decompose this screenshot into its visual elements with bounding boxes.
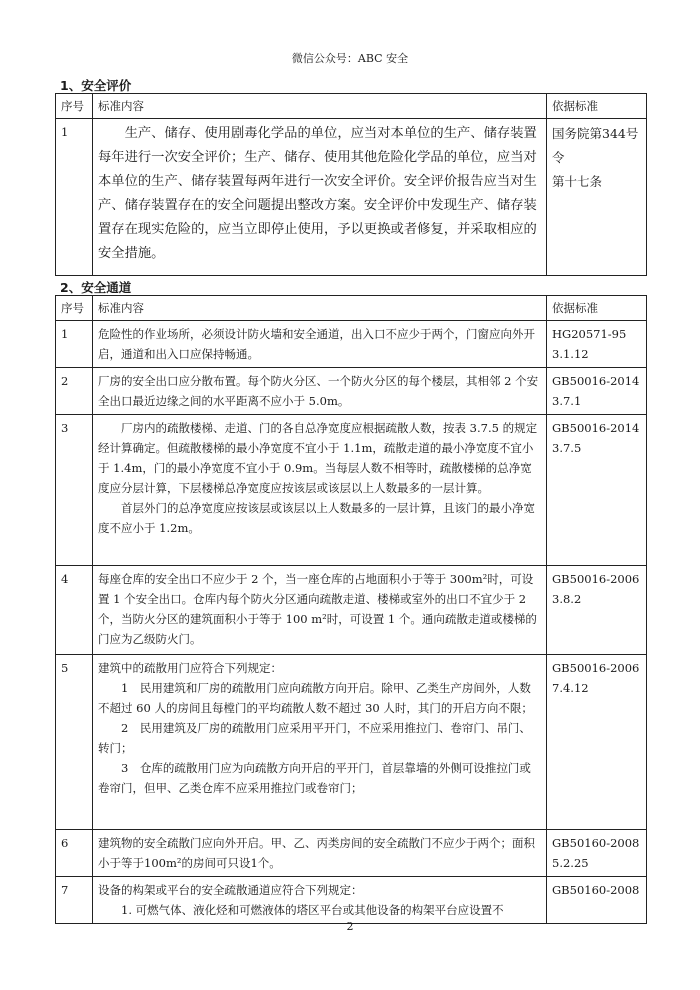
row-content: 危险性的作业场所，必须设计防火墙和安全通道，出入口不应少于两个，门窗应向外开启，通道和出入口应保持畅通。: [93, 321, 547, 368]
table-header-row: [56, 94, 647, 119]
row-content: 建筑物的安全疏散门应向外开启。甲、乙、丙类房间的安全疏散门不应少于两个；面积小于等于100m²的房间可只设1个。: [93, 830, 547, 877]
basis-code: GB50160-2008: [552, 883, 640, 897]
row-basis: [547, 655, 647, 830]
row-content: [93, 415, 547, 566]
row-content: 每座仓库的安全出口不应少于 2 个，当一座仓库的占地面积小于等于 300m²时，可设置 1 个安全出口。仓库内每个防火分区通向疏散走道、楼梯或室外的出口不宜少于 2 个，当防火分区的建筑面积小于等于 100 m²时，可设置 1 个。通向疏散走道或楼梯的门应为乙级防火门。: [93, 566, 547, 655]
basis-code: GB50016-2006: [552, 572, 640, 586]
basis-code: GB50016-2006: [552, 661, 640, 675]
row-number: 6: [56, 830, 93, 877]
row-content: 生产、储存、使用剧毒化学品的单位，应当对本单位的生产、储存装置每年进行一次安全评价；生产、储存、使用其他危险化学品的单位，应当对本单位的生产、储存装置每两年进行一次安全评价。安全评价报告应当对生产、储存装置存在的安全问题提出整改方案。安全评价中发现生产、储存装置存在现实危险的，应当立即停止使用，予以更换或者修复，并采取相应的安全措施。: [93, 119, 547, 276]
content-paragraph: 1 民用建筑和厂房的疏散用门应向疏散方向开启。除甲、乙类生产房间外，人数不超过 60 人的房间且每樘门的平均疏散人数不超过 30 人时，其门的开启方向不限；: [98, 681, 533, 715]
content-paragraph: 1. 可燃气体、液化烃和可燃液体的塔区平台或其他设备的构架平台应设置不: [121, 903, 504, 917]
content-paragraph: 设备的构架或平台的安全疏散通道应符合下列规定：: [98, 883, 363, 897]
table-row: [56, 830, 647, 877]
row-basis: [547, 830, 647, 877]
table-row: [56, 655, 647, 830]
row-basis: [547, 368, 647, 415]
content-paragraph: 2 民用建筑及厂房的疏散用门应采用平开门，不应采用推拉门、卷帘门、吊门、转门；: [98, 721, 531, 755]
row-number: 1: [56, 321, 93, 368]
content-paragraph: 建筑中的疏散用门应符合下列规定：: [98, 661, 282, 675]
basis-code: GB50016-2014: [552, 421, 640, 435]
table-row: [56, 415, 647, 566]
basis-clause: 5.2.25: [552, 856, 589, 870]
table-row: [56, 321, 647, 368]
safety-evaluation-table: [55, 93, 647, 276]
basis-clause: 3.1.12: [552, 347, 589, 361]
basis-clause: 3.7.5: [552, 441, 582, 455]
column-header-no: 序号: [56, 296, 93, 321]
row-basis: [547, 415, 647, 566]
column-header-content: 标准内容: [93, 296, 547, 321]
row-number: 4: [56, 566, 93, 655]
basis-code: GB50160-2008: [552, 836, 640, 850]
row-number: 3: [56, 415, 93, 566]
row-content: [93, 655, 547, 830]
row-basis: [547, 119, 647, 276]
content-paragraph: 厂房内的疏散楼梯、走道、门的各自总净宽度应根据疏散人数，按表 3.7.5 的规定经计算确定。但疏散楼梯的最小净宽度不宜小于 1.1m，疏散走道的最小净宽度不宜小于 1.4m，门的最小净宽度不宜小于 0.9m。当每层人数不相等时，疏散楼梯的总净宽度应分层计算，下层楼梯总净宽度应按该层或该层以上人数最多的一层计算。: [98, 421, 538, 495]
row-basis: [547, 321, 647, 368]
row-basis: [547, 566, 647, 655]
table-row: [56, 566, 647, 655]
safety-passage-table: [55, 295, 647, 924]
row-content: 厂房的安全出口应分散布置。每个防火分区、一个防火分区的每个楼层，其相邻 2 个安全出口最近边缘之间的水平距离不应小于 5.0m。: [93, 368, 547, 415]
content-paragraph: 首层外门的总净宽度应按该层或该层以上人数最多的一层计算，且该门的最小净宽度不应小于 1.2m。: [98, 501, 535, 535]
section-title-safety-passage: 2、安全通道: [60, 280, 132, 295]
row-content: [93, 877, 547, 924]
row-number: 2: [56, 368, 93, 415]
basis-code: GB50016-2014: [552, 374, 640, 388]
page-header: 微信公众号：ABC 安全: [291, 52, 409, 65]
basis-clause: 3.8.2: [552, 592, 582, 606]
row-basis: [547, 877, 647, 924]
table-row: [56, 119, 647, 276]
column-header-basis: 依据标准: [547, 296, 647, 321]
row-number: 7: [56, 877, 93, 924]
basis-code: HG20571-95: [552, 327, 627, 341]
table-header-row: [56, 296, 647, 321]
row-number: 1: [56, 119, 93, 276]
column-header-content: 标准内容: [93, 94, 547, 119]
table-row: [56, 877, 647, 924]
table-row: [56, 368, 647, 415]
column-header-no: 序号: [56, 94, 93, 119]
section-title-safety-evaluation: 1、安全评价: [60, 78, 132, 93]
content-paragraph: 3 仓库的疏散用门应为向疏散方向开启的平开门，首层靠墙的外侧可设推拉门或卷帘门，但甲、乙类仓库不应采用推拉门或卷帘门；: [98, 761, 531, 795]
row-number: 5: [56, 655, 93, 830]
basis-clause: 3.7.1: [552, 394, 582, 408]
basis-clause: 7.4.12: [552, 681, 589, 695]
column-header-basis: 依据标准: [547, 94, 647, 119]
basis-clause: 第十七条: [552, 174, 603, 189]
page-number: 2: [346, 920, 354, 933]
basis-code: 国务院第344号令: [552, 126, 639, 165]
